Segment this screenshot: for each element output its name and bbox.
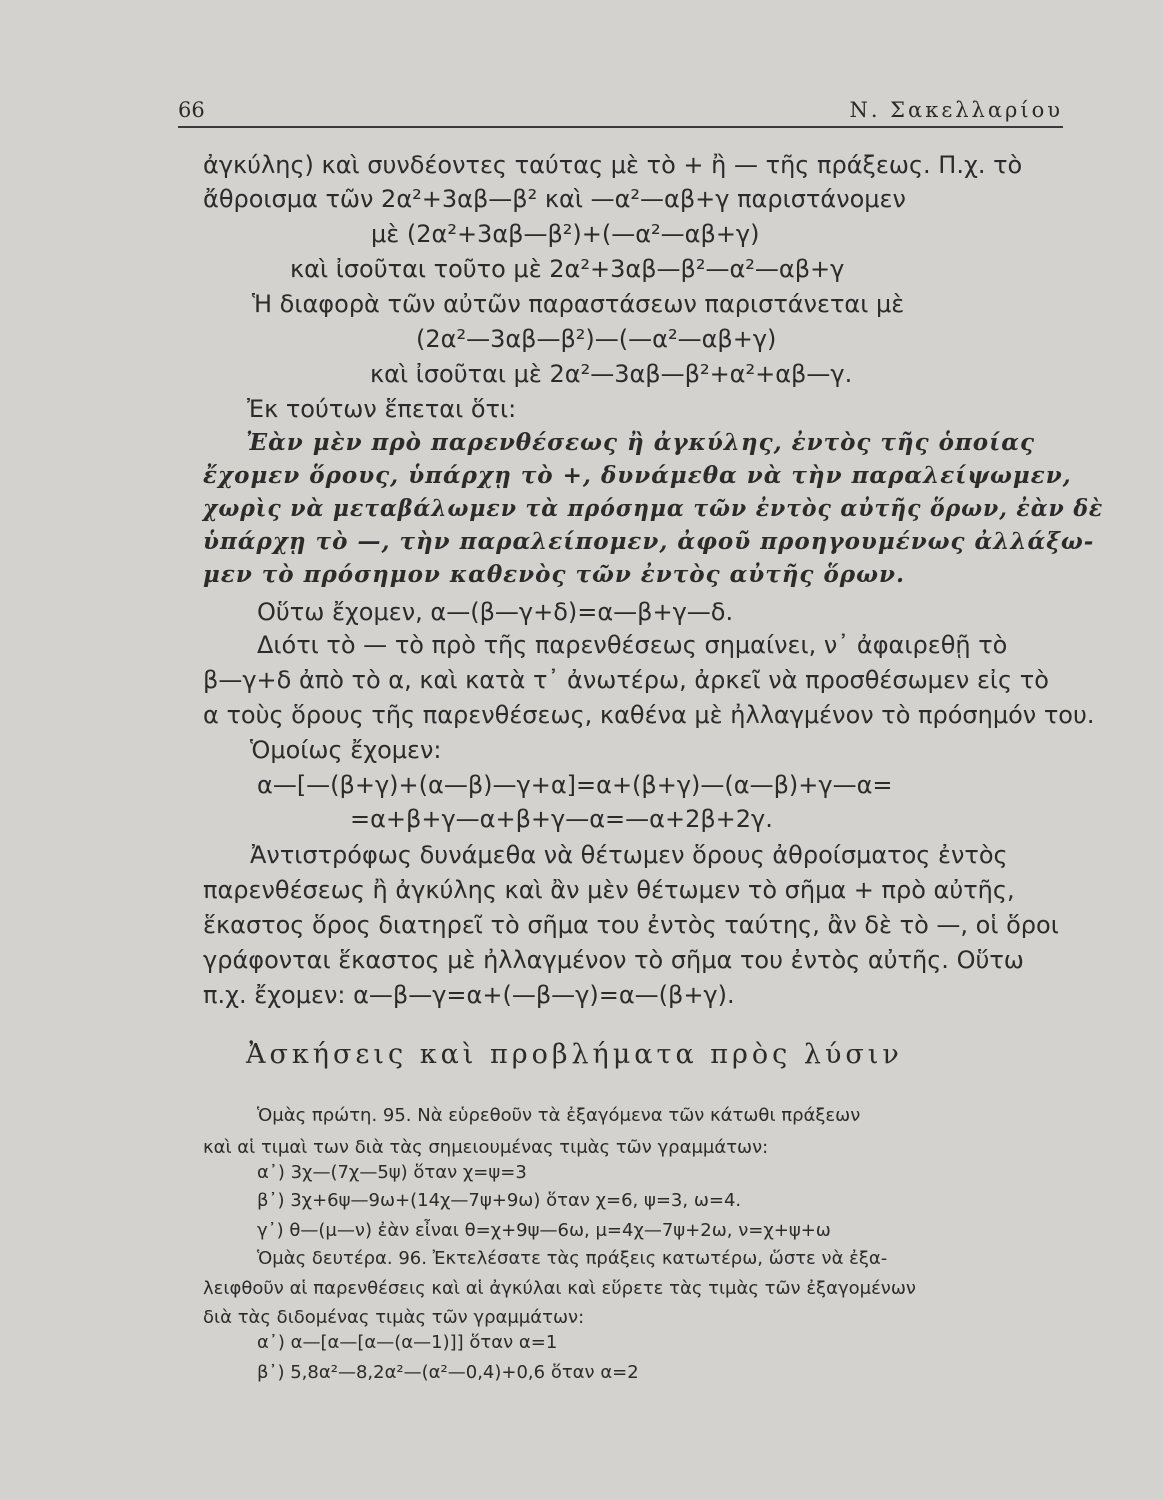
text-line: Διότι τὸ — τὸ πρὸ τῆς παρενθέσεως σημαίνει, ν᾽ ἀφαιρεθῇ τὸ	[257, 631, 1008, 659]
rule-line: μεν τὸ πρόσημον καθενὸς τῶν ἐντὸς αὐτῆς ὅρων.	[203, 561, 905, 588]
text-line: π.χ. ἔχομεν: α—β—γ=α+(—β—γ)=α—(β+γ).	[203, 981, 735, 1009]
text-line: Οὕτω ἔχομεν, α—(β—γ+δ)=α—β+γ—δ.	[257, 598, 734, 626]
rule-line: Ἐὰν μὲν πρὸ παρενθέσεως ἢ ἀγκύλης, ἐντὸς τῆς ὁποίας	[246, 429, 1035, 456]
exercise-item: α᾽) α—[α—[α—(α—1)]] ὅταν α=1	[257, 1332, 558, 1353]
formula-line: καὶ ἰσοῦται μὲ 2α²—3αβ—β²+α²+αβ—γ.	[370, 360, 853, 388]
exercise-line: διὰ τὰς διδομένας τιμὰς τῶν γραμμάτων:	[203, 1307, 585, 1328]
exercise-line: καὶ αἱ τιμαὶ των διὰ τὰς σημειουμένας τιμὰς τῶν γραμμάτων:	[203, 1137, 769, 1158]
exercise-item: β᾽) 3χ+6ψ—9ω+(14χ—7ψ+9ω) ὅταν χ=6, ψ=3, ω=4.	[257, 1190, 742, 1211]
running-head: Ν. Σακελλαρίου	[849, 98, 1063, 122]
rule-line: ἔχομεν ὅρους, ὑπάρχῃ τὸ +, δυνάμεθα νὰ τὴν παραλείψωμεν,	[203, 462, 1072, 489]
text-line: ἄθροισμα τῶν 2α²+3αβ—β² καὶ —α²—αβ+γ παριστάνομεν	[203, 185, 906, 213]
formula-line: α—[—(β+γ)+(α—β)—γ+α]=α+(β+γ)—(α—β)+γ—α=	[257, 771, 893, 799]
text-line: ἕκαστος ὅρος διατηρεῖ τὸ σῆμα του ἐντὸς ταύτης, ἂν δὲ τὸ —, οἱ ὅροι	[203, 911, 1059, 939]
formula-line: (2α²—3αβ—β²)—(—α²—αβ+γ)	[416, 325, 777, 353]
text-line: παρενθέσεως ἢ ἀγκύλης καὶ ἂν μὲν θέτωμεν τὸ σῆμα + πρὸ αὐτῆς,	[203, 876, 1015, 904]
exercise-line: Ὁμὰς πρώτη. 95. Νὰ εὑρεθοῦν τὰ ἐξαγόμενα τῶν κάτωθι πράξεων	[257, 1105, 861, 1126]
exercise-item: γ᾽) θ—(μ—ν) ἐὰν εἶναι θ=χ+9ψ—6ω, μ=4χ—7ψ+2ω, ν=χ+ψ+ω	[257, 1220, 831, 1241]
page-number: 66	[178, 98, 205, 122]
text-line: Ὁμοίως ἔχομεν:	[250, 736, 442, 764]
text-line: β—γ+δ ἀπὸ τὸ α, καὶ κατὰ τ᾽ ἀνωτέρω, ἀρκεῖ νὰ προσθέσωμεν εἰς τὸ	[203, 666, 1049, 694]
section-heading: Ἀσκήσεις καὶ προβλήματα πρὸς λύσιν	[246, 1039, 903, 1070]
exercise-line: λειφθοῦν αἱ παρενθέσεις καὶ αἱ ἀγκύλαι καὶ εὕρετε τὰς τιμὰς τῶν ἐξαγομένων	[203, 1278, 916, 1299]
text-line: Ἐκ τούτων ἕπεται ὅτι:	[247, 395, 517, 423]
text-line: γράφονται ἕκαστος μὲ ἠλλαγμένον τὸ σῆμα του ἐντὸς αὐτῆς. Οὕτω	[203, 946, 1024, 974]
formula-line: καὶ ἰσοῦται τοῦτο μὲ 2α²+3αβ—β²—α²—αβ+γ	[290, 255, 845, 283]
exercise-item: α᾽) 3χ—(7χ—5ψ) ὅταν χ=ψ=3	[257, 1162, 527, 1183]
exercise-line: Ὁμὰς δευτέρα. 96. Ἐκτελέσατε τὰς πράξεις κατωτέρω, ὥστε νὰ ἐξα-	[257, 1248, 888, 1269]
rule-line: χωρὶς νὰ μεταβάλωμεν τὰ πρόσημα τῶν ἐντὸς αὐτῆς ὅρων, ἐὰν δὲ	[203, 495, 1104, 522]
page-header	[178, 90, 1063, 128]
exercise-item: β᾽) 5,8α²—8,2α²—(α²—0,4)+0,6 ὅταν α=2	[257, 1362, 639, 1383]
rule-line: ὑπάρχῃ τὸ —, τὴν παραλείπομεν, ἀφοῦ προηγουμένως ἀλλάξω-	[203, 528, 1095, 555]
text-line: α τοὺς ὅρους τῆς παρενθέσεως, καθένα μὲ ἠλλαγμένον τὸ πρόσημόν του.	[203, 701, 1095, 729]
text-line: ἀγκύλης) καὶ συνδέοντες ταύτας μὲ τὸ + ἢ — τῆς πράξεως. Π.χ. τὸ	[203, 151, 1023, 179]
text-line: Ἡ διαφορὰ τῶν αὐτῶν παραστάσεων παριστάνεται μὲ	[252, 290, 905, 318]
formula-line: μὲ (2α²+3αβ—β²)+(—α²—αβ+γ)	[371, 220, 760, 248]
text-line: Ἀντιστρόφως δυνάμεθα νὰ θέτωμεν ὅρους ἀθροίσματος ἐντὸς	[250, 841, 1008, 869]
formula-line: =α+β+γ—α+β+γ—α=—α+2β+2γ.	[350, 805, 773, 833]
